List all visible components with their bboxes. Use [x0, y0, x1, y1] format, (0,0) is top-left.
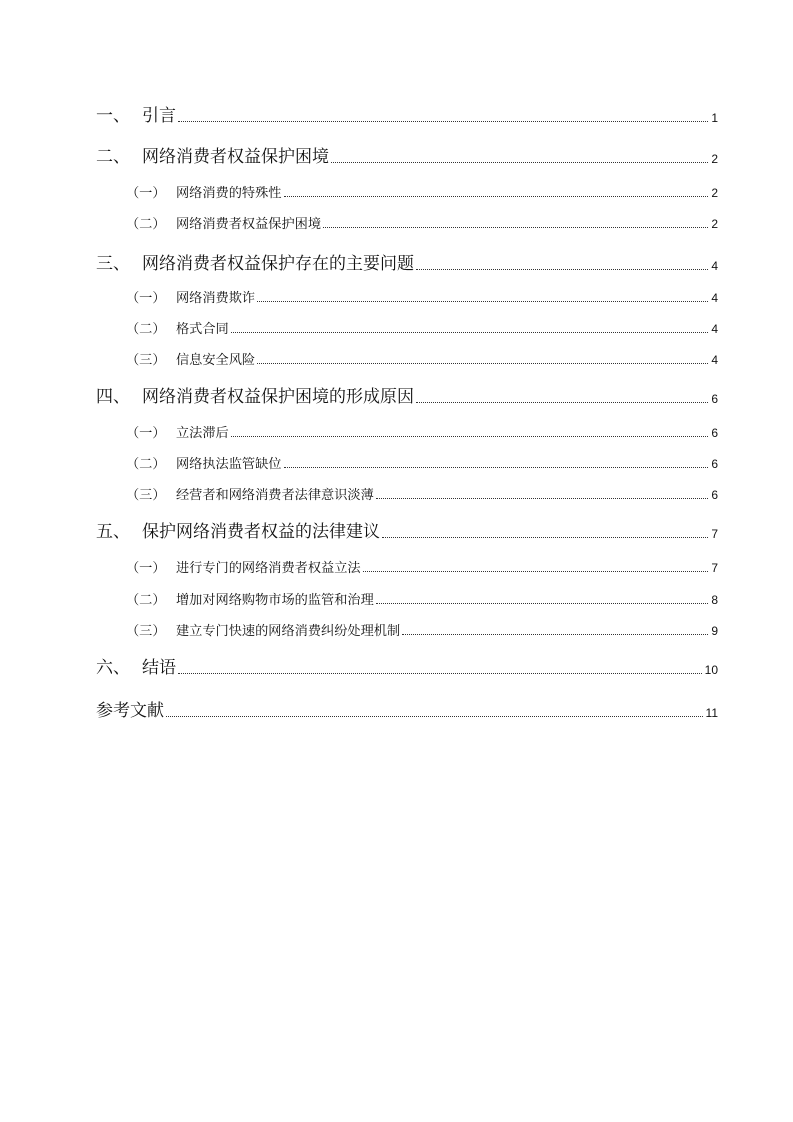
toc-entry-section-5-3[interactable]	[96, 622, 718, 638]
toc-entry-title: 格式合同	[176, 321, 229, 337]
toc-entry-page: 10	[704, 663, 718, 677]
toc-entry-section-3-1[interactable]	[96, 289, 718, 305]
toc-entry-page: 6	[711, 426, 718, 440]
toc-entry-number: 二、	[96, 147, 130, 167]
toc-entry-number: （三）	[126, 352, 166, 368]
toc-entry-title: 经营者和网络消费者法律意识淡薄	[176, 487, 374, 503]
toc-entry-page: 2	[711, 186, 718, 200]
dot-leader	[231, 436, 709, 437]
dot-leader	[284, 467, 709, 468]
toc-entry-page: 1	[711, 111, 718, 125]
toc-entry-title: 网络消费者权益保护困境	[142, 147, 329, 167]
dot-leader	[257, 363, 708, 364]
toc-entry-page: 11	[705, 706, 718, 720]
toc-entry-number: 四、	[96, 387, 130, 407]
toc-entry-page: 4	[711, 322, 718, 336]
toc-entry-title: 网络消费的特殊性	[176, 185, 282, 201]
toc-entry-title: 引言	[142, 106, 176, 126]
toc-entry-section-4-2[interactable]	[96, 455, 718, 471]
toc-entry-title: 信息安全风险	[176, 352, 256, 368]
toc-entry-number: （一）	[126, 425, 166, 441]
toc-entry-section-4[interactable]	[96, 386, 718, 406]
toc-entry-conclusion[interactable]	[96, 657, 718, 677]
toc-entry-section-4-3[interactable]	[96, 486, 718, 502]
toc-entry-page: 2	[711, 152, 718, 166]
toc-entry-section-3-3[interactable]	[96, 351, 718, 367]
toc-entry-title: 网络执法监管缺位	[176, 456, 282, 472]
dot-leader	[284, 196, 709, 197]
dot-leader	[376, 498, 709, 499]
toc-entry-title: 网络消费欺诈	[176, 290, 256, 306]
toc-entry-page: 6	[711, 488, 718, 502]
toc-entry-section-2-2[interactable]	[96, 215, 718, 231]
toc-entry-section-5[interactable]	[96, 521, 718, 541]
dot-leader	[416, 269, 708, 270]
toc-entry-section-5-2[interactable]	[96, 591, 718, 607]
toc-entry-title: 建立专门快速的网络消费纠纷处理机制	[176, 623, 401, 639]
toc-entry-title: 结语	[142, 658, 176, 678]
toc-entry-section-2-1[interactable]	[96, 184, 718, 200]
toc-entry-page: 4	[711, 259, 718, 273]
toc-entry-section-3[interactable]	[96, 253, 718, 273]
dot-leader	[231, 332, 709, 333]
toc-entry-section-2[interactable]	[96, 146, 718, 166]
toc-entry-title: 网络消费者权益保护困境	[176, 216, 322, 232]
toc-entry-page: 7	[711, 561, 718, 575]
toc-entry-title: 参考文献	[96, 701, 164, 721]
dot-leader	[376, 603, 709, 604]
toc-entry-title: 网络消费者权益保护存在的主要问题	[142, 254, 414, 274]
toc-entry-number: 五、	[96, 522, 130, 542]
toc-entry-title: 网络消费者权益保护困境的形成原因	[142, 387, 414, 407]
toc-entry-page: 4	[711, 291, 718, 305]
toc-entry-page: 8	[711, 593, 718, 607]
toc-entry-title: 立法滞后	[176, 425, 229, 441]
dot-leader	[363, 571, 709, 572]
dot-leader	[178, 121, 708, 122]
toc-entry-section-3-2[interactable]	[96, 320, 718, 336]
toc-entry-title: 保护网络消费者权益的法律建议	[142, 522, 380, 542]
toc-entry-number: （一）	[126, 185, 166, 201]
dot-leader	[402, 634, 708, 635]
toc-entry-number: （二）	[126, 321, 166, 337]
toc-entry-number: （一）	[126, 560, 166, 576]
toc-entry-section-5-1[interactable]	[96, 559, 718, 575]
toc-entry-number: 六、	[96, 658, 130, 678]
toc-entry-page: 2	[711, 217, 718, 231]
toc-entry-references[interactable]	[96, 700, 718, 720]
toc-entry-number: 三、	[96, 254, 130, 274]
toc-entry-page: 6	[711, 457, 718, 471]
dot-leader	[382, 537, 708, 538]
dot-leader	[416, 402, 708, 403]
toc-entry-number: 一、	[96, 106, 130, 126]
toc-entry-introduction[interactable]	[96, 105, 718, 125]
toc-entry-number: （三）	[126, 623, 166, 639]
toc-entry-title: 进行专门的网络消费者权益立法	[176, 560, 361, 576]
dot-leader	[331, 162, 708, 163]
toc-entry-page: 4	[711, 353, 718, 367]
toc-entry-page: 6	[711, 392, 718, 406]
toc-entry-section-4-1[interactable]	[96, 424, 718, 440]
toc-entry-title: 增加对网络购物市场的监管和治理	[176, 592, 374, 608]
dot-leader	[166, 716, 703, 717]
toc-entry-number: （一）	[126, 290, 166, 306]
toc-entry-page: 7	[711, 527, 718, 541]
toc-entry-page: 9	[711, 624, 718, 638]
toc-entry-number: （二）	[126, 592, 166, 608]
dot-leader	[323, 227, 708, 228]
toc-entry-number: （三）	[126, 487, 166, 503]
dot-leader	[257, 301, 708, 302]
toc-entry-number: （二）	[126, 216, 166, 232]
dot-leader	[178, 673, 702, 674]
toc-entry-number: （二）	[126, 456, 166, 472]
